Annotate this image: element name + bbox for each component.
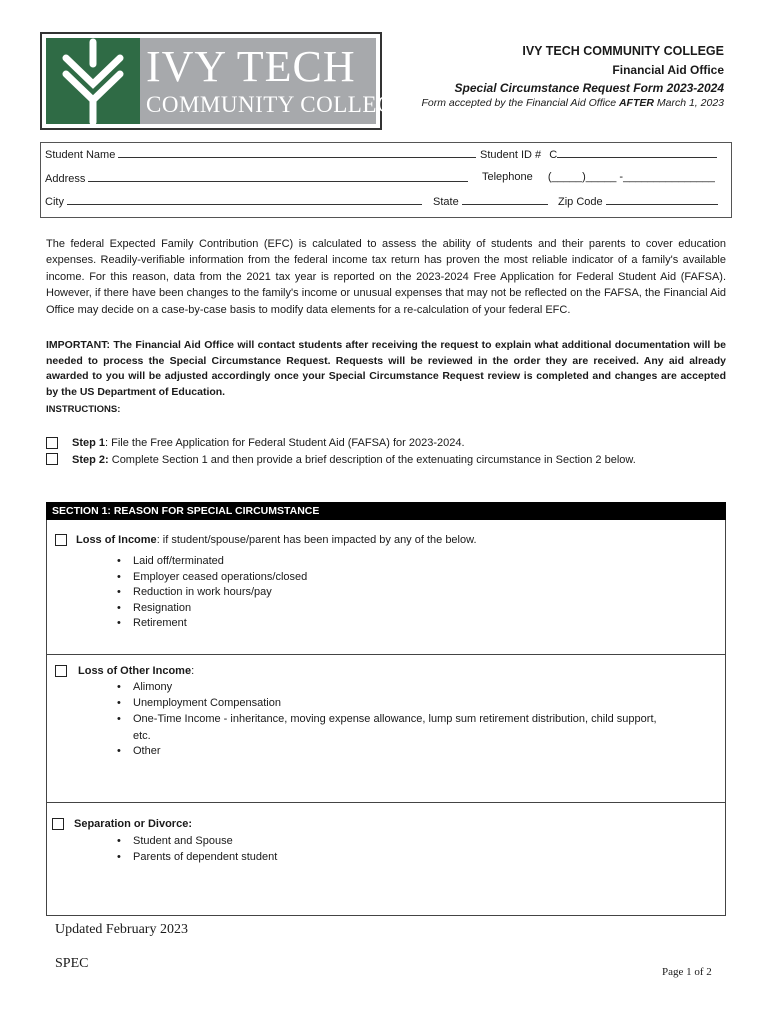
- step2-label: Step 2:: [72, 454, 109, 466]
- student-id-line[interactable]: [557, 147, 717, 158]
- logo-wordmark: [140, 38, 409, 124]
- list-item: • Alimony: [117, 680, 657, 696]
- updated-date: Updated February 2023: [55, 922, 188, 937]
- telephone-format[interactable]: (_____)_____ -_______________: [547, 171, 715, 183]
- logo-text-community-college: COMMUNITY COLLEGE: [146, 92, 409, 117]
- city-field[interactable]: [45, 194, 422, 208]
- college-name: IVY TECH COMMUNITY COLLEGE: [522, 44, 724, 58]
- list-item: • Laid off/terminated: [117, 554, 307, 570]
- loss-of-income-checkbox[interactable]: [55, 534, 67, 546]
- separation-divorce-checkbox[interactable]: [52, 818, 64, 830]
- address-line[interactable]: [88, 171, 468, 182]
- ivy-leaf-icon: [46, 38, 140, 124]
- list-item: • Reduction in work hours/pay: [117, 585, 307, 601]
- state-label: State: [433, 196, 459, 208]
- loss-of-other-income-desc: :: [191, 665, 195, 677]
- accepted-note-prefix: Form accepted by the Financial Aid Office: [421, 97, 619, 109]
- accepted-note-bold: AFTER: [618, 97, 654, 109]
- list-item: • One-Time Income - inheritance, moving expense allowance, lump sum retirement distribution, child support, etc.: [117, 711, 657, 744]
- section-divider: [46, 802, 726, 803]
- separation-divorce-heading: [74, 818, 192, 830]
- zip-label: Zip Code: [558, 196, 603, 208]
- important-notice: IMPORTANT: The Financial Aid Office will contact students after receiving the request to explain what additional documentation will be needed to process the Special Circumstance Request. Requests will be reviewed in the order they are received. Any aid already awarded to you will be adjusted accordingly once your Special Circumstance Request review is completed and changes are accepted by the US Department of Education.: [46, 339, 726, 398]
- student-name-line[interactable]: [118, 147, 476, 158]
- zip-line[interactable]: [606, 194, 718, 205]
- ivy-tech-logo: [40, 32, 409, 130]
- step2-description: Complete Section 1 and then provide a brief description of the extenuating circumstance in Section 2 below.: [108, 454, 636, 466]
- list-item: • Other: [117, 744, 657, 760]
- city-label: City: [45, 196, 64, 208]
- office-name: Financial Aid Office: [612, 63, 724, 77]
- address-field[interactable]: [45, 171, 468, 185]
- loss-of-other-income-heading: [78, 665, 194, 677]
- loss-of-other-income-checkbox[interactable]: [55, 665, 67, 677]
- step1-checkbox[interactable]: [46, 437, 58, 449]
- loss-of-income-desc: : if student/spouse/parent has been impacted by any of the below.: [156, 534, 477, 546]
- loss-of-income-title: Loss of Income: [76, 534, 157, 546]
- student-id-field[interactable]: [480, 147, 717, 161]
- step2-text: [62, 452, 692, 469]
- student-id-prefix: C: [549, 149, 558, 161]
- list-item: • Employer ceased operations/closed: [117, 570, 307, 586]
- list-item: • Resignation: [117, 601, 307, 617]
- efc-intro-paragraph: The federal Expected Family Contribution (EFC) is calculated to assess the ability of students and their parents to cover education expenses. Readily-verifiable information from the federal income tax return has proven the most reliable indicator of a family's available income. For this reason, data from the 2021 tax year is reported on the 2023-2024 Free Application for Federal Student Aid (FAFSA). However, if there have been changes to the family's income or unusual expenses that may not be reflected on the FAFSA, the Financial Aid Office may decide on a case-by-case basis to modify data elements for a re-calculation of your federal EFC.: [46, 238, 726, 316]
- student-name-label: Student Name: [45, 149, 116, 161]
- form-code: SPEC: [55, 956, 89, 971]
- ivy-y-mark-icon: [46, 38, 140, 124]
- city-line[interactable]: [67, 194, 422, 205]
- loss-of-other-income-title: Loss of Other Income: [78, 665, 192, 677]
- loss-of-income-list: [117, 554, 307, 632]
- student-id-label: Student ID #: [480, 149, 542, 161]
- student-name-field[interactable]: [45, 147, 476, 161]
- step1-label: Step 1: [72, 437, 106, 449]
- loss-of-other-income-list: [117, 680, 657, 760]
- loss-of-income-heading: [76, 534, 477, 546]
- state-field[interactable]: [433, 194, 548, 208]
- section-divider: [46, 654, 726, 655]
- accepted-note: [422, 97, 725, 109]
- list-item: • Parents of dependent student: [117, 850, 277, 866]
- page-number: Page 1 of 2: [662, 966, 712, 978]
- step1-description: : File the Free Application for Federal Student Aid (FAFSA) for 2023-2024.: [105, 437, 465, 449]
- separation-divorce-list: [117, 834, 277, 865]
- list-item: • Student and Spouse: [117, 834, 277, 850]
- list-item: • Retirement: [117, 616, 307, 632]
- instructions-label: INSTRUCTIONS:: [46, 404, 121, 415]
- telephone-label: Telephone: [482, 171, 533, 183]
- section1-header: SECTION 1: REASON FOR SPECIAL CIRCUMSTANCE: [46, 502, 726, 520]
- form-title: Special Circumstance Request Form 2023-2024: [454, 81, 724, 95]
- list-item: • Unemployment Compensation: [117, 696, 657, 712]
- logo-text-ivy-tech: IVY TECH: [146, 42, 356, 91]
- step2-checkbox[interactable]: [46, 453, 58, 465]
- separation-divorce-title: Separation or Divorce:: [74, 818, 192, 830]
- state-line[interactable]: [462, 194, 548, 205]
- step1-text: [72, 435, 722, 452]
- address-label: Address: [45, 173, 86, 185]
- zip-field[interactable]: [558, 194, 718, 208]
- accepted-note-suffix: March 1, 2023: [653, 97, 724, 109]
- telephone-field[interactable]: [482, 171, 715, 183]
